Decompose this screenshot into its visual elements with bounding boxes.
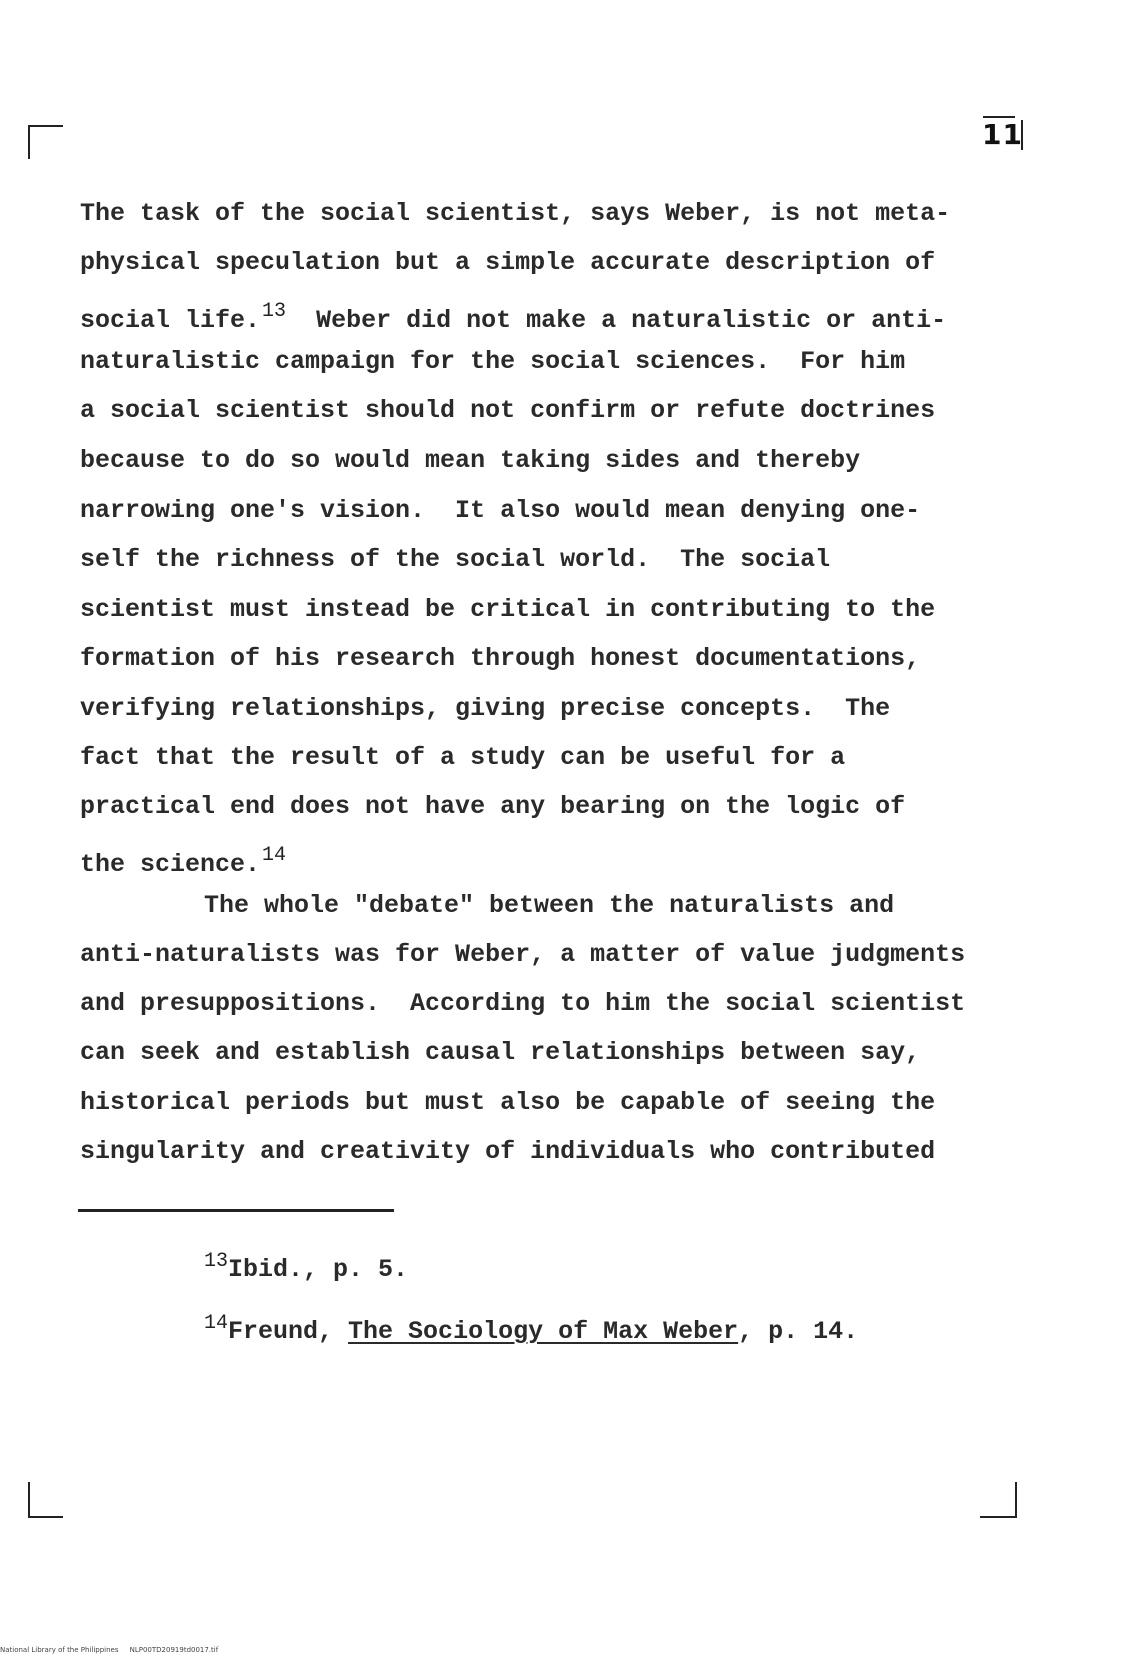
book-title: The Sociology of Max Weber [348, 1317, 739, 1346]
crop-mark-top-left [28, 125, 63, 159]
footnote-text: , p. 14. [738, 1317, 859, 1346]
text-line: The task of the social scientist, says Weber, is not meta- [80, 199, 951, 228]
text-line: physical speculation but a simple accurate description of [80, 248, 936, 277]
footnote-reference-13: 13 [262, 300, 287, 323]
text-line: formation of his research through honest documentations, [80, 644, 921, 673]
footnote-13 [204, 1247, 408, 1285]
text-line: verifying relationships, giving precise concepts. The [80, 694, 891, 723]
text-line: because to do so would mean taking sides and thereby [80, 446, 861, 475]
text-line: historical periods but must also be capable of seeing the [80, 1088, 936, 1117]
text-line: scientist must instead be critical in contributing to the [80, 595, 936, 624]
crop-mark-bottom-left [28, 1482, 63, 1518]
text-segment: Weber did not make a naturalistic or anti- [316, 306, 947, 335]
text-line-with-footnote [80, 297, 1010, 336]
footnote-separator [78, 1209, 394, 1212]
text-line: The whole "debate" between the naturalists and [204, 891, 895, 920]
footnote-text: Freund, [228, 1317, 349, 1346]
crop-mark-bottom-right [980, 1482, 1017, 1518]
text-line: anti-naturalists was for Weber, a matter of value judgments [80, 940, 966, 969]
archive-footer: National Library of the Philippines NLP00TD20919td0017.tif [0, 1646, 219, 1654]
text-line: can seek and establish causal relationships between say, [80, 1038, 921, 1067]
text-line: practical end does not have any bearing on the logic of [80, 792, 906, 821]
text-line: singularity and creativity of individuals who contributed [80, 1137, 936, 1166]
footnote-text: Ibid., p. 5. [228, 1255, 409, 1284]
text-segment: social life. [80, 306, 261, 335]
text-line: a social scientist should not confirm or refute doctrines [80, 396, 936, 425]
text-line: and presuppositions. According to him the social scientist [80, 989, 966, 1018]
footnote-14 [204, 1309, 858, 1347]
text-line: narrowing one's vision. It also would mean denying one- [80, 496, 921, 525]
footnote-mark: 13 [204, 1250, 229, 1273]
text-line-with-footnote [80, 841, 1010, 880]
page-number: 11 [982, 118, 1023, 151]
text-line: naturalistic campaign for the social sciences. For him [80, 347, 906, 376]
footnote-mark: 14 [204, 1312, 229, 1335]
text-line: fact that the result of a study can be useful for a [80, 743, 846, 772]
footnote-reference-14: 14 [262, 844, 287, 867]
text-line: self the richness of the social world. The social [80, 545, 831, 574]
text-segment: the science. [80, 850, 261, 879]
